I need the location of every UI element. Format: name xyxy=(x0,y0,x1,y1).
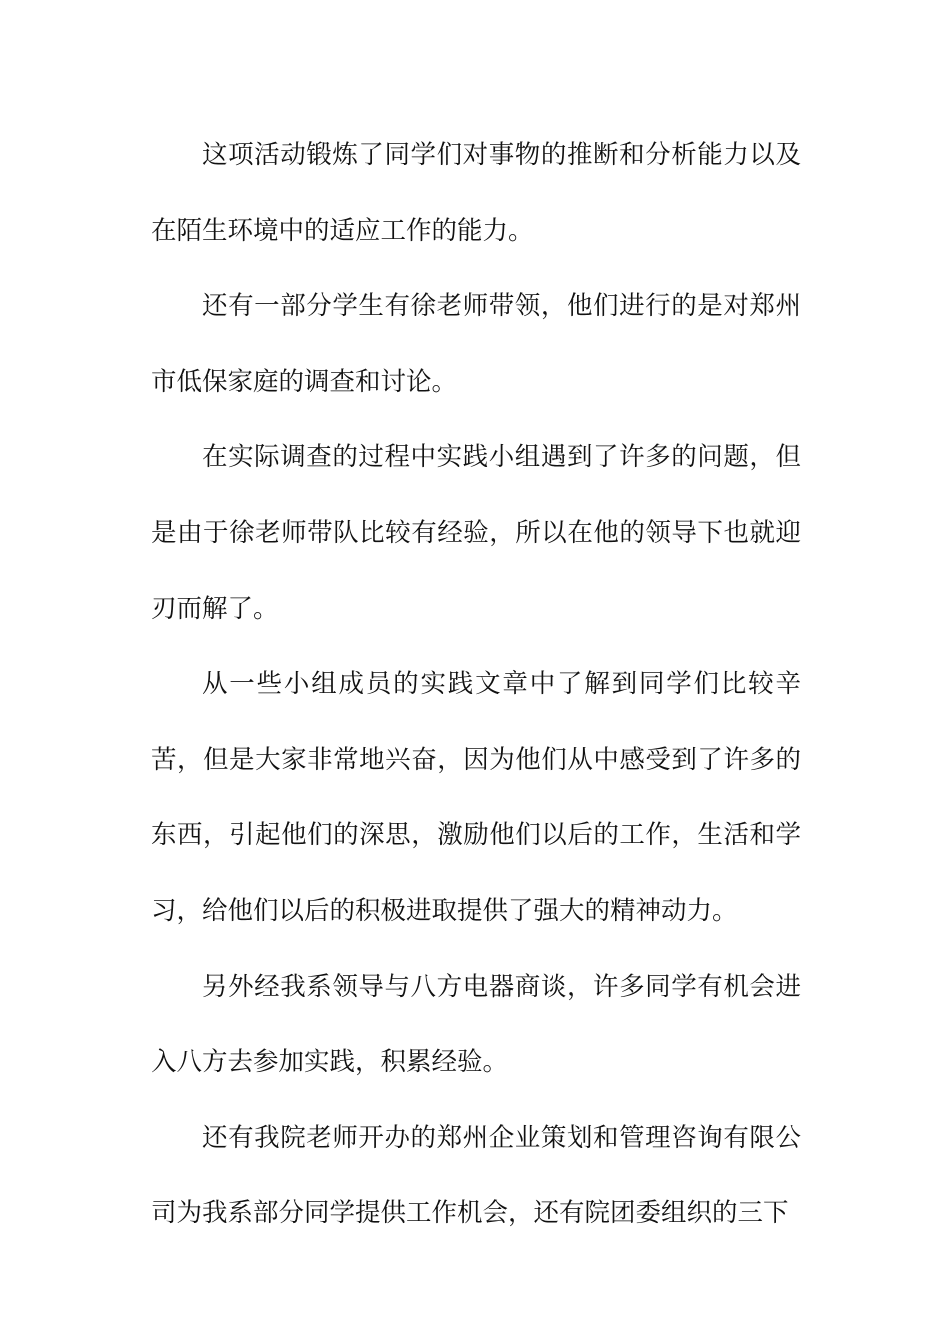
paragraph-5: 另外经我系领导与八方电器商谈，许多同学有机会进入八方去参加实践，积累经验。 xyxy=(151,971,801,1078)
paragraph-2: 还有一部分学生有徐老师带领，他们进行的是对郑州市低保家庭的调查和讨论。 xyxy=(151,291,801,397)
document-body xyxy=(151,118,801,1252)
paragraph-1: 这项活动锻炼了同学们对事物的推断和分析能力以及在陌生环境中的适应工作的能力。 xyxy=(151,140,801,246)
paragraph-3: 在实际调查的过程中实践小组遇到了许多的问题，但是由于徐老师带队比较有经验，所以在他的领导下也就迎刃而解了。 xyxy=(151,442,801,624)
paragraph-6: 还有我院老师开办的郑州企业策划和管理咨询有限公司为我系部分同学提供工作机会，还有院团委组织的三下 xyxy=(151,1122,801,1229)
paragraph-4: 从一些小组成员的实践文章中了解到同学们比较辛苦，但是大家非常地兴奋，因为他们从中感受到了许多的东西，引起他们的深思，激励他们以后的工作，生活和学习，给他们以后的积极进取提供了强大的精神动力。 xyxy=(151,669,801,926)
